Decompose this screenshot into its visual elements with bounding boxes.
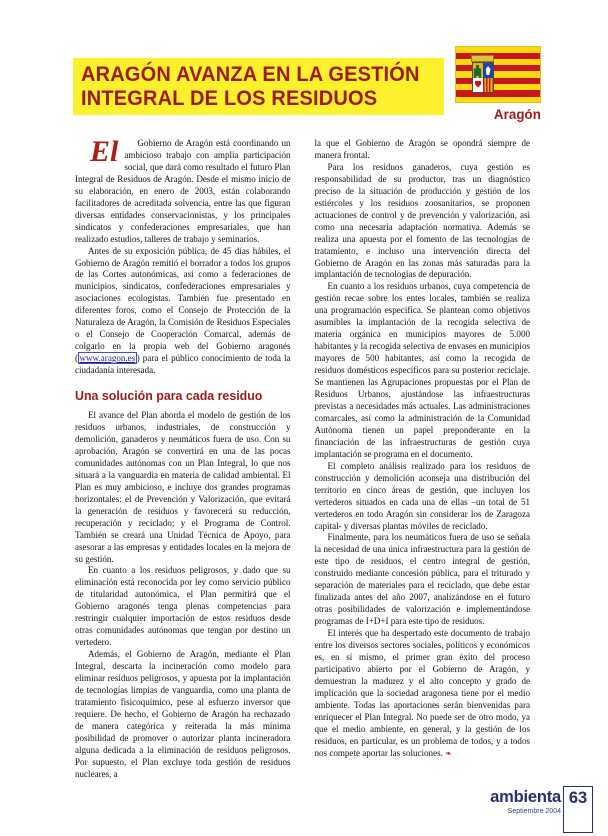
crown-icon xyxy=(471,55,494,62)
shield-quarter xyxy=(473,63,483,78)
paragraph: El completo análisis realizado para los residuos de construcción y demolición aconseja una distribución del territorio en cinco áreas de gestión, que incluyen los vertederos situados en cada una de ellas –un total de 51 vertederos en todo Aragón sin considerar los de Zaragoza capital- y diversas plantas móviles de reciclado. xyxy=(314,460,530,531)
paragraph-text: Antes de su exposición pública, de 45 días hábiles, el Gobierno de Aragón remitió el borrador a todos los grupos de las Cortes autonómicas, así como a federaciones de municipios, sindicatos, confederaciones empresariales y asociaciones ecologistas. También fue presentado en diferentes foros, como el Consejo de Protección de la Naturaleza de Aragón, la Comisión de Residuos Especiales o el Consejo de Cooperación Comarcal, además de colgarlo en la propia web del Gobierno aragonés ( xyxy=(75,245,291,364)
paragraph xyxy=(315,628,531,759)
shield-icon xyxy=(472,62,494,93)
magazine-brand: ambienta xyxy=(490,788,561,806)
page-number: 63 xyxy=(568,789,588,807)
shield-quarter xyxy=(483,78,493,93)
flag-stripe xyxy=(456,53,540,59)
title-banner xyxy=(73,58,444,115)
page-footer xyxy=(0,786,608,836)
column-left xyxy=(75,135,291,779)
paragraph: Para los residuos ganaderos, cuya gestión es responsabilidad de su productor, tras un diagnóstico preciso de la situación de producción y gestión de los estiércoles y los residuos zoosanitarios, se proponen actuaciones de control y de prevención y valorización, así como una necesaria adaptación normativa. Además se realiza una apuesta por el fomento de las tecnologías de tratamiento, e incluso una intervención directa del Gobierno de Aragón en las zonas más saturadas para la implantación de tecnologías de depuración. xyxy=(314,161,530,280)
paragraph: Además, el Gobierno de Aragón, mediante el Plan Integral, descarta la incineración como modelo para eliminar residuos peligrosos, y apuesta por la implantación de tecnologías limpias de vanguardia, como una planta de tratamiento fisicoquímico, pese al esfuerzo inversor que requiere. De hecho, el Gobierno de Aragón ha rechazado de manera categórica y reiterada la más mínima posibilidad de promover o autorizar planta incineradora alguna dedicada a la eliminación de residuos peligrosos. Por supuesto, el Plan excluye toda gestión de residuos nucleares, a xyxy=(75,649,291,779)
shield-quarter xyxy=(473,78,483,93)
flag-label: Aragón xyxy=(493,106,541,122)
paragraph xyxy=(75,246,291,377)
article-body xyxy=(75,135,530,779)
paragraph: En cuanto a los residuos urbanos, cuya competencia de gestión recae sobre los entes locales, también se realiza una programación específica. Se plantean como objetivos asumibles la implantación de la recogida selectiva de materia orgánica en municipios mayores de 5.000 habitantes y la recogida selectiva de envases en municipios mayores de 500 habitantes, así como la recogida de residuos domésticos específicos para su posterior reciclaje. Se mantienen las Agrupaciones propuestas por el Plan de Residuos Urbanos, ajustándose las infraestructuras previstas a necesidades más actuales. Las administraciones comarcales, así como la administración de la Comunidad Autónoma tienen un papel preponderante en la financiación de las infraestructuras de gestión cuya implantación se programa en el documento. xyxy=(314,281,530,459)
paragraph: Finalmente, para los neumáticos fuera de uso se señala la necesidad de una única infraestructura para la gestión de este tipo de residuos, el centro integral de gestión, construido mediante concesión pública, para el triturado y separación de materiales para el reciclado, que debe estar finalizada antes del año 2007, analizándose en el futuro otras posibilidades de valorización e implementándose programas de I+D+I para este tipo de residuos. xyxy=(314,532,530,627)
section-subheading: Una solución para cada residuo xyxy=(75,388,263,404)
aragon-flag-block xyxy=(455,46,541,122)
article-header xyxy=(0,0,608,128)
paragraph xyxy=(75,135,291,246)
paragraph-text: Gobierno de Aragón está coordinando un ambicioso trabajo con amplia participación social, que dará como resultado el futuro Plan Integral de Residuos de Aragón. Desde el mismo inicio de su elaboración, en enero de 2003, están colaborando facilitadores de acreditada solvencia, entre las que figuran diversas entidades conservacionistas, y los principales sindicatos y confederaciones empresariales, que han realizado estudios, talleres de trabajo y seminarios. xyxy=(75,138,291,244)
paragraph-text: El interés que ha despertado este documento de trabajo entre los diversos sectores sociales, políticos y económicos es, en sí mismo, el primer gran éxito del proceso participativo abierto por el Gobierno de Aragón, y demuestran la madurez y el alto concepto y grado de implicación que la sociedad aragonesa tiene por el medio ambiente. Todas las aportaciones serán bienvenidas para enriquecer el Plan Integral. No puede ser de otro modo, ya que el medio ambiente, en general, y la gestión de los residuos, en particular, es un problema de todos, y a todos nos compete aportar las soluciones. xyxy=(314,628,530,758)
coat-of-arms-icon xyxy=(470,55,495,95)
drop-cap: El xyxy=(90,135,119,168)
flag-stripe xyxy=(456,65,540,71)
page-number-box xyxy=(563,786,593,833)
end-ornament-icon: ❧ xyxy=(444,748,452,758)
aragon-flag-icon xyxy=(455,46,541,103)
column-right xyxy=(315,138,531,778)
issue-date: Septiembre 2004 xyxy=(507,808,561,815)
aragon-web-link[interactable]: www.aragon.es xyxy=(79,353,136,364)
flag-stripe xyxy=(456,78,540,84)
paragraph: la que el Gobierno de Aragón se opondrá siempre de manera frontal. xyxy=(314,138,530,160)
shield-quarter xyxy=(483,63,493,78)
magazine-brand-block xyxy=(490,788,561,817)
page-title-line-1: ARAGÓN AVANZA EN LA GESTIÓN xyxy=(81,62,420,86)
paragraph-text-cont: ) para el público conocimiento de toda la ciudadanía interesada. xyxy=(75,353,291,376)
paragraph: El avance del Plan aborda el modelo de gestión de los residuos urbanos, industriales, de construcción y demolición, ganaderos y neumáticos fuera de uso. Con su aprobación, Aragón se convertirá en una de las pocas comunidades autónomas con un Plan Integral, lo que nos situará a la vanguardia en materia de calidad ambiental. El Plan es muy ambicioso, e incluye dos grandes programas horizontales: el de Prevención y Valorización, que evitará la generación de residuos y favorecerá su reducción, recuperación y reciclado; y el Programa de Control. También se creará una Unidad Técnica de Apoyo, para asesorar a las empresas y entidades locales en la mejora de su gestión. xyxy=(75,410,291,564)
flag-stripe xyxy=(456,90,540,96)
paragraph: En cuanto a los residuos peligrosos, y dado que su eliminación está reconocida por ley como servicio público de titularidad autonómica, el Plan permitirá que el Gobierno aragonés tenga plenas competencias para restringir cualquier importación de estos residuos desde otras comunidades autónomas que tengan por destino un vertedero. xyxy=(75,565,291,648)
page-title-line-2: INTEGRAL DE LOS RESIDUOS xyxy=(81,86,378,110)
